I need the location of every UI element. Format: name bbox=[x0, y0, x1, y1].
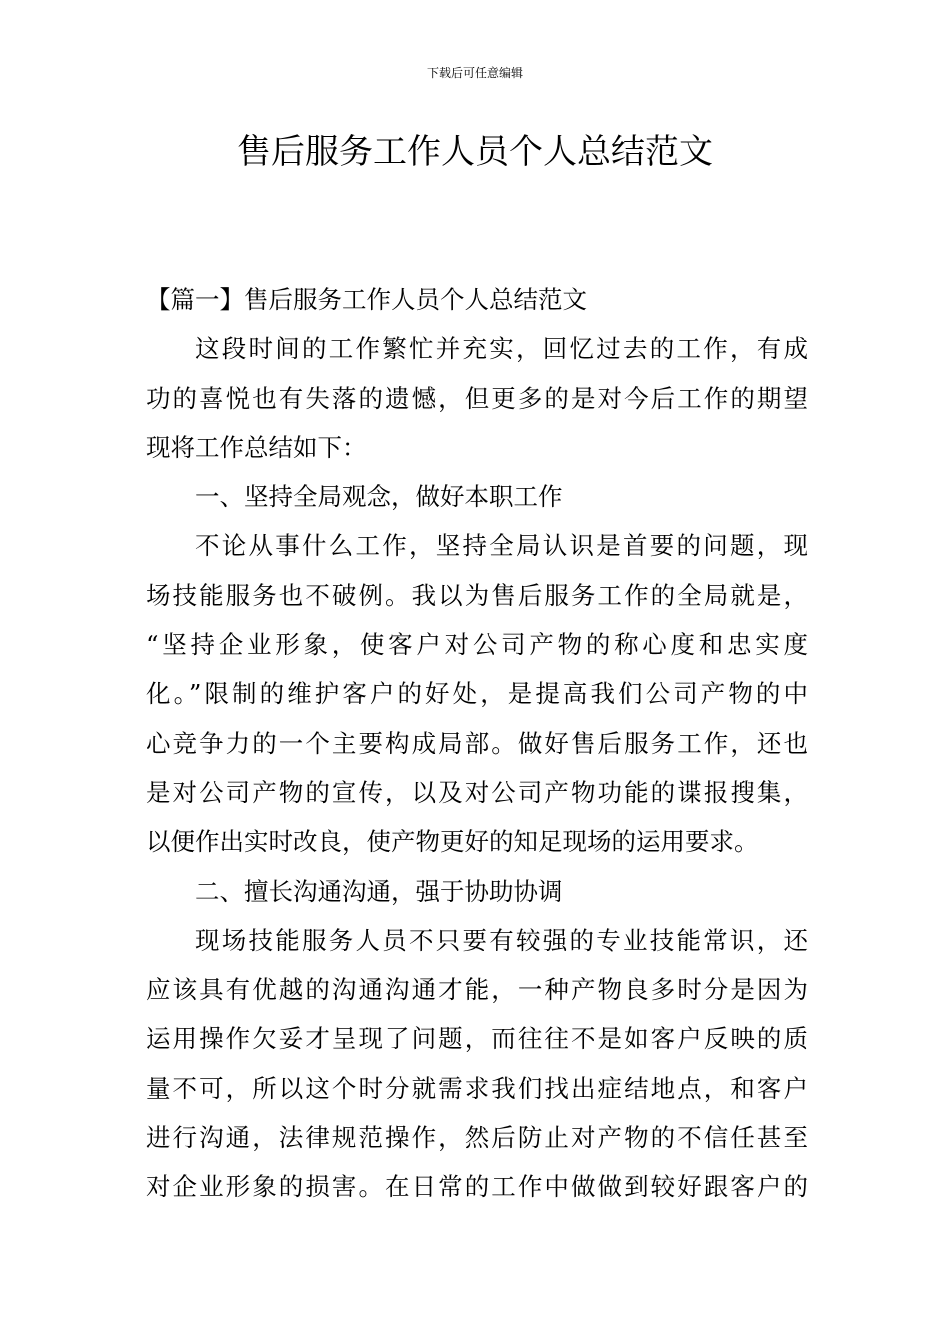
paragraph-line: 是对公司产物的宣传，以及对公司产物功能的谍报搜集， bbox=[146, 777, 808, 807]
paragraph-line: 运用操作欠妥才呈现了问题，而往往不是如客户反映的质 bbox=[146, 1024, 808, 1054]
paragraph-line: 量不可，所以这个时分就需求我们找出症结地点，和客户 bbox=[146, 1073, 808, 1103]
header-note: 下载后可任意编辑 bbox=[426, 66, 523, 80]
paragraph-line: 对企业形象的损害。在日常的工作中做做到较好跟客户的 bbox=[146, 1172, 808, 1202]
section-heading: 二、擅长沟通沟通，强于协助协调 bbox=[195, 876, 563, 906]
paragraph-line: 应该具有优越的沟通沟通才能，一种产物良多时分是因为 bbox=[146, 975, 808, 1005]
paragraph-line: 【篇一】售后服务工作人员个人总结范文 bbox=[146, 285, 587, 314]
paragraph-line: 以便作出实时改良，使产物更好的知足现场的运用要求。 bbox=[146, 827, 759, 857]
document-title: 售后服务工作人员个人总结范文 bbox=[237, 132, 713, 172]
paragraph-line: 这段时间的工作繁忙并充实，回忆过去的工作，有成 bbox=[195, 334, 808, 364]
paragraph-line: 心竞争力的一个主要构成局部。做好售后服务工作，还也 bbox=[146, 728, 808, 758]
paragraph-line: 现场技能服务人员不只要有较强的专业技能常识，还 bbox=[195, 925, 808, 955]
paragraph-line: 现将工作总结如下： bbox=[146, 432, 367, 462]
paragraph-line: 化。”限制的维护客户的好处，是提高我们公司产物的中 bbox=[146, 679, 808, 709]
paragraph-line: “坚持企业形象，使客户对公司产物的称心度和忠实度 bbox=[146, 630, 808, 660]
paragraph-line: 进行沟通，法律规范操作，然后防止对产物的不信任甚至 bbox=[146, 1123, 808, 1153]
document-body bbox=[146, 275, 808, 1212]
paragraph-line: 场技能服务也不破例。我以为售后服务工作的全局就是， bbox=[146, 580, 808, 610]
paragraph-line: 不论从事什么工作，坚持全局认识是首要的问题，现 bbox=[195, 531, 808, 561]
paragraph-line: 功的喜悦也有失落的遗憾，但更多的是对今后工作的期望 bbox=[146, 383, 808, 413]
section-heading: 一、坚持全局观念，做好本职工作 bbox=[195, 482, 563, 512]
